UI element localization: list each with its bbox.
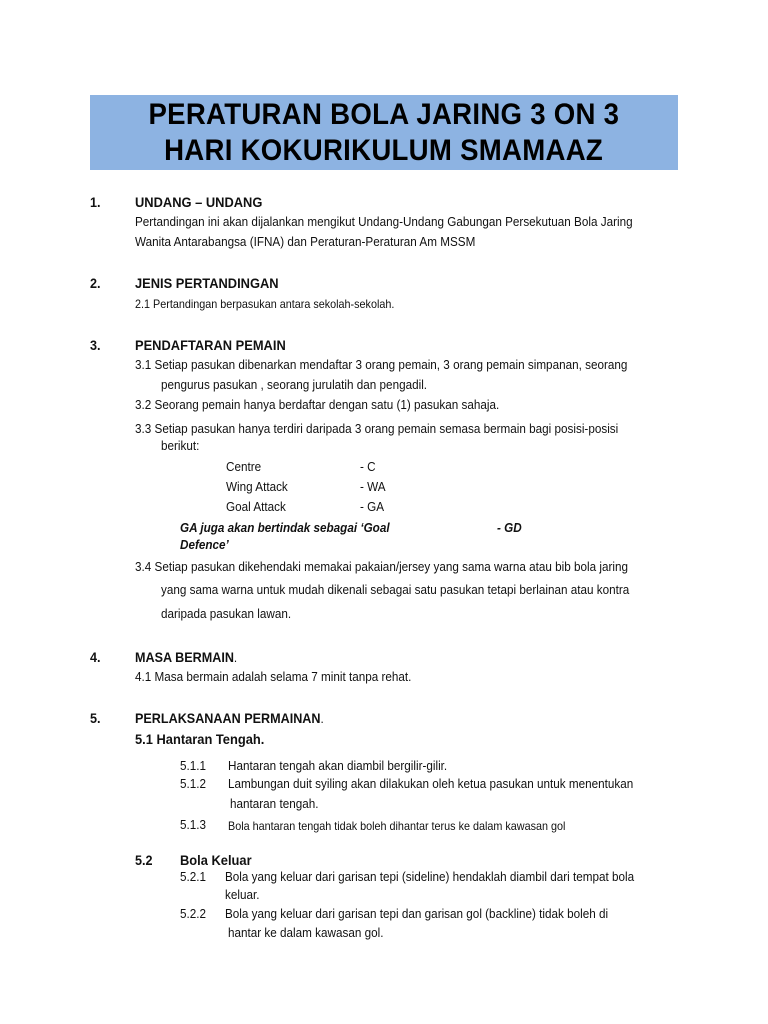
item-text-continuation: keluar.: [225, 887, 260, 902]
item-text-continuation: hantaran tengah.: [230, 796, 319, 811]
ga-note-line-1: GA juga akan bertindak sebagai ‘Goal: [180, 520, 390, 535]
section-3-item-1-line-2: pengurus pasukan , seorang jurulatih dan pengadil.: [161, 377, 428, 392]
section-1-text-line-1: Pertandingan ini akan dijalankan mengikut Undang-Undang Gabungan Persekutuan Bola Jaring: [135, 214, 633, 229]
subsection-5-2-title: Bola Keluar: [180, 852, 252, 868]
position-code: - WA: [360, 479, 386, 494]
item-text: Bola yang keluar dari garisan tepi (sideline) hendaklah diambil dari tempat bola: [225, 869, 635, 884]
item-text: Bola hantaran tengah tidak boleh dihantar terus ke dalam kawasan gol: [228, 819, 566, 833]
item-text: Bola yang keluar dari garisan tepi dan garisan gol (backline) tidak boleh di: [225, 906, 609, 921]
item-text: Lambungan duit syiling akan dilakukan oleh ketua pasukan untuk menentukan: [228, 776, 634, 791]
section-3-item-1-line-1: 3.1 Setiap pasukan dibenarkan mendaftar 3 orang pemain, 3 orang pemain simpanan, seorang: [135, 357, 628, 372]
ga-note-line-2: Defence’: [180, 537, 229, 552]
subsection-5-1-title: 5.1 Hantaran Tengah.: [135, 731, 265, 747]
section-4-heading-dot: .: [233, 650, 238, 665]
section-4-heading-wrap: [135, 649, 237, 666]
position-code: - GA: [360, 499, 385, 514]
section-5-number: 5.: [90, 710, 101, 726]
section-1-number: 1.: [90, 194, 101, 210]
subsection-5-2-number: 5.2: [135, 852, 153, 868]
section-3-number: 3.: [90, 337, 101, 353]
section-2-number: 2.: [90, 275, 101, 291]
section-3-heading: PENDAFTARAN PEMAIN: [135, 337, 286, 353]
position-name: Centre: [226, 459, 262, 474]
section-1-text-line-2: Wanita Antarabangsa (IFNA) dan Peraturan-Peraturan Am MSSM: [135, 234, 476, 249]
title-banner: [90, 95, 678, 170]
section-5-heading: PERLAKSANAAN PERMAINAN: [135, 710, 321, 726]
item-text-continuation: hantar ke dalam kawasan gol.: [228, 925, 384, 940]
section-5-heading-dot: .: [320, 711, 324, 726]
section-3-item-2: 3.2 Seorang pemain hanya berdaftar dengan satu (1) pasukan sahaja.: [135, 397, 500, 412]
title-line-2: HARI KOKURIKULUM SMAMAAZ: [164, 133, 604, 167]
item-number: 5.2.1: [180, 869, 207, 884]
item-number: 5.1.3: [180, 817, 207, 832]
position-name: Goal Attack: [226, 499, 286, 514]
section-5-heading-wrap: [135, 710, 324, 727]
section-2-heading: JENIS PERTANDINGAN: [135, 275, 279, 291]
item-number: 5.2.2: [180, 906, 207, 921]
section-3-item-4-line-2: yang sama warna untuk mudah dikenali sebagai satu pasukan tetapi berlainan atau kontra: [161, 582, 630, 597]
item-text: Hantaran tengah akan diambil bergilir-gilir.: [228, 758, 448, 773]
position-name: Wing Attack: [226, 479, 288, 494]
section-4-heading: MASA BERMAIN: [135, 649, 234, 665]
section-3-item-3-line-1: 3.3 Setiap pasukan hanya terdiri daripada 3 orang pemain semasa bermain bagi posisi-posisi: [135, 421, 619, 436]
item-number: 5.1.1: [180, 758, 207, 773]
section-3-item-4-line-3: daripada pasukan lawan.: [161, 606, 292, 621]
section-4-number: 4.: [90, 649, 101, 665]
position-code: - C: [360, 459, 376, 474]
section-4-item-1: 4.1 Masa bermain adalah selama 7 minit tanpa rehat.: [135, 669, 412, 684]
section-3-item-4-line-1: 3.4 Setiap pasukan dikehendaki memakai pakaian/jersey yang sama warna atau bib bola jaring: [135, 559, 629, 574]
title-line-1: PERATURAN BOLA JARING 3 ON 3: [148, 97, 620, 131]
section-1-heading: UNDANG – UNDANG: [135, 194, 263, 210]
section-2-item-1: 2.1 Pertandingan berpasukan antara sekolah-sekolah.: [135, 297, 395, 311]
section-3-item-3-line-2: berikut:: [161, 438, 200, 453]
ga-note-code: - GD: [497, 520, 522, 535]
item-number: 5.1.2: [180, 776, 207, 791]
